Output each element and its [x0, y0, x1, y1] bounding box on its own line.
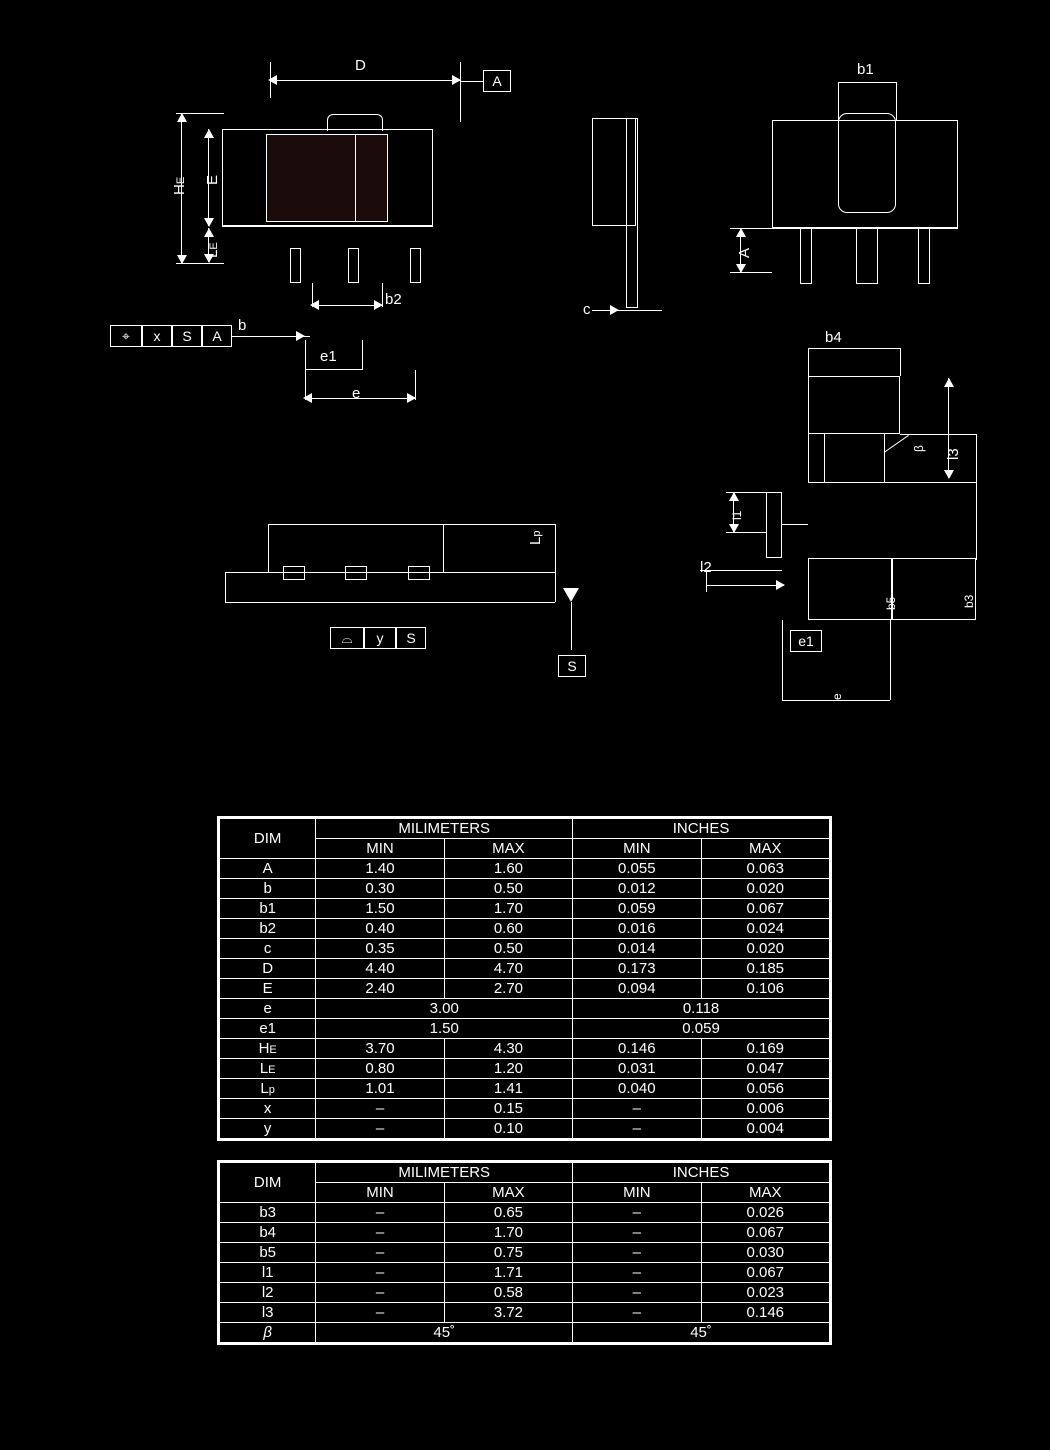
t1r12-in-max: 0.006	[701, 1099, 829, 1119]
table1-mm-max-header: MAX	[444, 839, 572, 859]
flatness-tol-cell: y	[364, 627, 396, 649]
t1r3-dim	[220, 919, 316, 939]
t2r1-dim: b4	[220, 1223, 316, 1243]
t1r6-dim	[220, 979, 316, 999]
lead-3	[410, 248, 421, 283]
footprint-e1-ext-right	[890, 620, 891, 700]
footprint-chamfer-right	[884, 434, 885, 482]
footprint-right-edge	[976, 434, 977, 560]
table-row	[220, 1099, 830, 1119]
d-ext-right	[460, 62, 461, 122]
label-e: E	[204, 174, 221, 185]
t1r4-mm-max: 0.50	[444, 939, 572, 959]
t1r3-mm-min: 0.40	[316, 919, 444, 939]
t1r13-in-min: –	[573, 1119, 701, 1139]
label-b1: b1	[857, 61, 874, 78]
b2-ext-right	[382, 283, 383, 307]
t1r0-in-max: 0.063	[701, 859, 829, 879]
t1r10-in-min: 0.031	[573, 1059, 701, 1079]
table-row	[220, 1323, 830, 1343]
label-le-sub: E	[208, 242, 220, 250]
b4-ext-left	[808, 348, 809, 376]
front-lead-2	[856, 228, 878, 284]
t2r4-dim: l2	[220, 1283, 316, 1303]
table-row	[220, 1203, 830, 1223]
t1r9-in-min: 0.146	[573, 1039, 701, 1059]
label-le-main: L	[204, 249, 221, 258]
t1r12-mm-min: –	[316, 1099, 444, 1119]
e-pitch-ext-right	[415, 370, 416, 400]
table1-mm-min-header: MIN	[316, 839, 444, 859]
profile-top-edge	[268, 524, 443, 525]
t2r0-dim: b3	[220, 1203, 316, 1223]
table2-in-max-header: MAX	[701, 1183, 829, 1203]
t2r2-mm-max: 0.75	[444, 1243, 572, 1263]
l3-arrow-down	[944, 470, 954, 479]
table1-inch-header: INCHES	[573, 819, 830, 839]
body-center-line	[355, 134, 356, 222]
table2-mm-min-header: MIN	[316, 1183, 444, 1203]
le-arrow-up	[204, 228, 214, 237]
t1r5-in-min: 0.173	[573, 959, 701, 979]
label-b: b	[238, 317, 247, 334]
footprint-pad-top	[808, 376, 900, 434]
table2-header-row-1	[220, 1163, 830, 1183]
label-b4: b4	[825, 329, 842, 346]
t2r6-in-span: 45˚	[573, 1323, 830, 1343]
t1r11-in-min: 0.040	[573, 1079, 701, 1099]
b1-ext-right	[896, 82, 897, 120]
a-height-ext-top	[730, 228, 772, 229]
t1r2-in-min: 0.059	[573, 899, 701, 919]
c-arrow	[610, 305, 619, 315]
t2r2-in-min: –	[573, 1243, 701, 1263]
l1-ext-bottom	[726, 532, 766, 533]
a-height-arrow-up	[736, 228, 746, 237]
t2r5-mm-min: –	[316, 1303, 444, 1323]
end-view-lead	[626, 118, 638, 308]
label-a-height: A	[736, 247, 753, 258]
t1r2-in-max: 0.067	[701, 899, 829, 919]
t1r9-dim-sub: E	[269, 1044, 277, 1056]
t1r13-dim: y	[220, 1119, 316, 1139]
t1r3-mm-max: 0.60	[444, 919, 572, 939]
t2r0-in-min: –	[573, 1203, 701, 1223]
profile-left-edge	[268, 524, 269, 572]
t1r7-dim: e	[220, 999, 316, 1019]
t2r1-mm-min: –	[316, 1223, 444, 1243]
footprint-upper-right-edge	[900, 434, 976, 435]
t1r1-dim	[220, 879, 316, 899]
t1r4-in-max: 0.020	[701, 939, 829, 959]
table-row	[220, 1039, 830, 1059]
lead-1	[290, 248, 301, 283]
l3-arrow-up	[944, 378, 954, 387]
datum-s-triangle	[563, 588, 579, 602]
label-lp-sub: p	[531, 530, 543, 537]
t2r2-dim: b5	[220, 1243, 316, 1263]
t2r4-in-max: 0.023	[701, 1283, 829, 1303]
t1r11-mm-max: 1.41	[444, 1079, 572, 1099]
t1r9-dim-main: H	[258, 1040, 270, 1057]
table-row	[220, 999, 830, 1019]
table1-mm-header: MILIMETERS	[316, 819, 573, 839]
t1r8-dim: e1	[220, 1019, 316, 1039]
profile-top-right-ext	[443, 524, 555, 525]
table1-in-min-header: MIN	[573, 839, 701, 859]
a-height-ext-bottom	[730, 272, 772, 273]
table-row	[220, 1223, 830, 1243]
t1r6-dim-main: E	[262, 980, 273, 997]
table-row	[220, 899, 830, 919]
t2r4-mm-min: –	[316, 1283, 444, 1303]
t1r10-in-max: 0.047	[701, 1059, 829, 1079]
profile-seat-right	[555, 524, 556, 602]
datum-s-box: S	[558, 655, 586, 677]
footprint-left-edge	[808, 434, 809, 482]
t2r6-mm-span: 45˚	[316, 1323, 573, 1343]
flatness-datum-cell: S	[396, 627, 426, 649]
datum-a-leader	[460, 81, 483, 82]
t2r3-mm-max: 1.71	[444, 1263, 572, 1283]
profile-seat-left	[225, 572, 226, 602]
t1r1-in-max: 0.020	[701, 879, 829, 899]
t1r0-in-min: 0.055	[573, 859, 701, 879]
t1r12-in-min: –	[573, 1099, 701, 1119]
t2r4-mm-max: 0.58	[444, 1283, 572, 1303]
label-lp-main: L	[527, 536, 544, 545]
t1r2-mm-min: 1.50	[316, 899, 444, 919]
t1r10-dim-sub: E	[268, 1064, 276, 1076]
profile-right-edge	[443, 524, 444, 572]
table-row	[220, 879, 830, 899]
lead-2	[348, 248, 359, 283]
t2r1-in-min: –	[573, 1223, 701, 1243]
t1r11-dim	[220, 1079, 316, 1099]
t1r10-dim	[220, 1059, 316, 1079]
b4-dimension-line	[808, 348, 900, 349]
foot-pad-1	[283, 566, 305, 580]
footprint-left-pad	[766, 492, 782, 558]
profile-seat-line	[225, 572, 555, 573]
t1r9-mm-max: 4.30	[444, 1039, 572, 1059]
table1-in-max-header: MAX	[701, 839, 829, 859]
package-tab	[327, 114, 383, 131]
b-leader-arrow	[296, 331, 305, 341]
label-he-main: H	[171, 184, 188, 195]
table-row	[220, 859, 830, 879]
label-lp	[528, 531, 545, 545]
table-row	[220, 1079, 830, 1099]
e-pitch-ext-left	[305, 370, 306, 400]
table2-dim-header: DIM	[220, 1163, 316, 1203]
t1r6-mm-max: 2.70	[444, 979, 572, 999]
datum-a-cell: A	[202, 325, 232, 347]
t1r10-mm-min: 0.80	[316, 1059, 444, 1079]
t1r8-in-span: 0.059	[573, 1019, 830, 1039]
c-dimension-line	[592, 310, 662, 311]
t1r2-dim	[220, 899, 316, 919]
footprint-left-connect	[782, 524, 808, 525]
t1r12-dim: x	[220, 1099, 316, 1119]
beta-leader	[884, 435, 909, 453]
front-lead-1	[800, 228, 812, 284]
table2-inch-header: INCHES	[573, 1163, 830, 1183]
table-row	[220, 1303, 830, 1323]
t2r3-in-max: 0.067	[701, 1263, 829, 1283]
b4-ext-right	[900, 348, 901, 376]
l2-ext-bottom	[706, 585, 784, 586]
label-e1: e1	[320, 348, 337, 365]
t1r8-mm-span: 1.50	[316, 1019, 573, 1039]
l1-arrow-up	[729, 492, 739, 501]
t2r1-in-max: 0.067	[701, 1223, 829, 1243]
t1r4-dim	[220, 939, 316, 959]
front-lead-3	[918, 228, 930, 284]
t2r5-in-max: 0.146	[701, 1303, 829, 1323]
t1r5-dim	[220, 959, 316, 979]
t2r3-in-min: –	[573, 1263, 701, 1283]
t1r12-mm-max: 0.15	[444, 1099, 572, 1119]
t1r3-in-max: 0.024	[701, 919, 829, 939]
table-row	[220, 979, 830, 999]
b1-dimension-line	[838, 82, 896, 83]
t2r4-in-min: –	[573, 1283, 701, 1303]
e-arrow-down	[204, 218, 214, 227]
t1r9-dim	[220, 1039, 316, 1059]
label-l3	[946, 448, 961, 460]
table-row	[220, 939, 830, 959]
footprint-e1-ext-left	[782, 620, 783, 700]
label-he	[172, 177, 189, 195]
t1r7-mm-span: 3.00	[316, 999, 573, 1019]
label-l3-text: l3	[945, 448, 962, 460]
label-c: c	[583, 301, 591, 318]
label-d: D	[355, 57, 366, 74]
package-body-inner	[266, 134, 388, 222]
front-view-center-lead	[838, 113, 896, 213]
l3-dimension-line	[948, 378, 949, 478]
footprint-e1-base	[782, 700, 890, 701]
t1r9-in-max: 0.169	[701, 1039, 829, 1059]
front-body-bottom	[772, 228, 958, 229]
datum-s-leader	[571, 602, 572, 650]
table-row	[220, 1019, 830, 1039]
t1r1-dim-main: b	[263, 880, 272, 897]
table-row	[220, 1243, 830, 1263]
t1r11-in-max: 0.056	[701, 1079, 829, 1099]
he-ext-bottom	[176, 263, 224, 264]
t1r11-dim-sub: p	[268, 1084, 275, 1096]
table2-in-min-header: MIN	[573, 1183, 701, 1203]
footprint-chamfer-left	[824, 434, 825, 482]
l1-ext-top	[726, 492, 766, 493]
foot-pad-2	[345, 566, 367, 580]
footprint-pad-bottom-left	[808, 558, 892, 620]
t2r1-mm-max: 1.70	[444, 1223, 572, 1243]
table1-header-row-1	[220, 819, 830, 839]
t1r5-mm-max: 4.70	[444, 959, 572, 979]
flatness-symbol-cell: ⌓	[330, 627, 364, 649]
table-row	[220, 959, 830, 979]
label-he-sub: E	[175, 176, 187, 185]
t1r0-mm-min: 1.40	[316, 859, 444, 879]
t1r2-dim-main: b1	[259, 900, 276, 917]
b2-ext-left	[312, 283, 313, 307]
t1r9-mm-min: 3.70	[316, 1039, 444, 1059]
footprint-e1-box: e1	[790, 630, 822, 652]
he-arrow-up	[177, 113, 187, 122]
t1r5-dim-main: D	[262, 960, 274, 977]
datum-a-frame: A	[483, 70, 511, 92]
t2r5-mm-max: 3.72	[444, 1303, 572, 1323]
label-b3: b3	[962, 594, 976, 608]
t2r5-dim: l3	[220, 1303, 316, 1323]
label-e-pitch: e	[352, 385, 361, 402]
body-bottom-edge	[222, 226, 433, 227]
label-l1: l1	[730, 510, 744, 520]
d-dimension-line	[270, 80, 460, 81]
t1r0-dim-main: A	[262, 860, 273, 877]
l2-ext-top	[700, 570, 782, 571]
t2r2-in-max: 0.030	[701, 1243, 829, 1263]
t1r1-mm-max: 0.50	[444, 879, 572, 899]
t1r2-mm-max: 1.70	[444, 899, 572, 919]
profile-bottom-line	[225, 602, 555, 603]
t1r10-mm-max: 1.20	[444, 1059, 572, 1079]
t1r3-in-min: 0.016	[573, 919, 701, 939]
t1r11-mm-min: 1.01	[316, 1079, 444, 1099]
t1r1-mm-min: 0.30	[316, 879, 444, 899]
e-arrow-up	[204, 129, 214, 138]
table-row	[220, 1283, 830, 1303]
label-b2: b2	[385, 291, 402, 308]
t1r3-dim-main: b2	[259, 920, 276, 937]
t1r1-in-min: 0.012	[573, 879, 701, 899]
table2-mm-header: MILIMETERS	[316, 1163, 573, 1183]
t1r0-dim	[220, 859, 316, 879]
he-ext-top	[176, 113, 224, 114]
t1r13-mm-max: 0.10	[444, 1119, 572, 1139]
t2r3-dim: l1	[220, 1263, 316, 1283]
t1r10-dim-main: L	[259, 1060, 269, 1077]
t2r2-mm-min: –	[316, 1243, 444, 1263]
t1r13-mm-min: –	[316, 1119, 444, 1139]
label-beta: β	[912, 445, 926, 452]
dimension-table-2	[217, 1160, 832, 1345]
t1r4-mm-min: 0.35	[316, 939, 444, 959]
t1r0-mm-max: 1.60	[444, 859, 572, 879]
t1r5-in-max: 0.185	[701, 959, 829, 979]
t1r4-dim-main: c	[263, 940, 272, 957]
t1r11-dim-main: L	[260, 1080, 269, 1097]
b2-dimension-line	[312, 305, 382, 306]
t1r7-in-span: 0.118	[573, 999, 830, 1019]
position-symbol-cell: ⌖	[110, 325, 142, 347]
t2r3-mm-min: –	[316, 1263, 444, 1283]
t2r6-dim: β	[220, 1323, 316, 1343]
label-e-footprint: e	[830, 693, 844, 700]
label-l2: l2	[700, 559, 712, 576]
t1r6-in-min: 0.094	[573, 979, 701, 999]
t1r6-mm-min: 2.40	[316, 979, 444, 999]
footprint-mid-line	[808, 482, 976, 483]
table-row	[220, 1263, 830, 1283]
b1-ext-left	[838, 82, 839, 120]
tolerance-x-cell: x	[142, 325, 172, 347]
t2r0-mm-min: –	[316, 1203, 444, 1223]
table-row	[220, 1119, 830, 1139]
datum-s-cell: S	[172, 325, 202, 347]
table-row	[220, 919, 830, 939]
label-le	[205, 242, 222, 258]
t1r13-in-max: 0.004	[701, 1119, 829, 1139]
table1-dim-header: DIM	[220, 819, 316, 859]
d-ext-left	[270, 62, 271, 98]
t1r5-mm-min: 4.40	[316, 959, 444, 979]
dimension-table-1	[217, 816, 832, 1141]
t2r5-in-min: –	[573, 1303, 701, 1323]
footprint-pad-bottom-right	[892, 558, 976, 620]
t2r0-in-max: 0.026	[701, 1203, 829, 1223]
table2-mm-max-header: MAX	[444, 1183, 572, 1203]
t2r0-mm-max: 0.65	[444, 1203, 572, 1223]
label-b5: b5	[884, 596, 898, 610]
table-row	[220, 1059, 830, 1079]
t1r6-in-max: 0.106	[701, 979, 829, 999]
t1r4-in-min: 0.014	[573, 939, 701, 959]
foot-pad-3	[408, 566, 430, 580]
